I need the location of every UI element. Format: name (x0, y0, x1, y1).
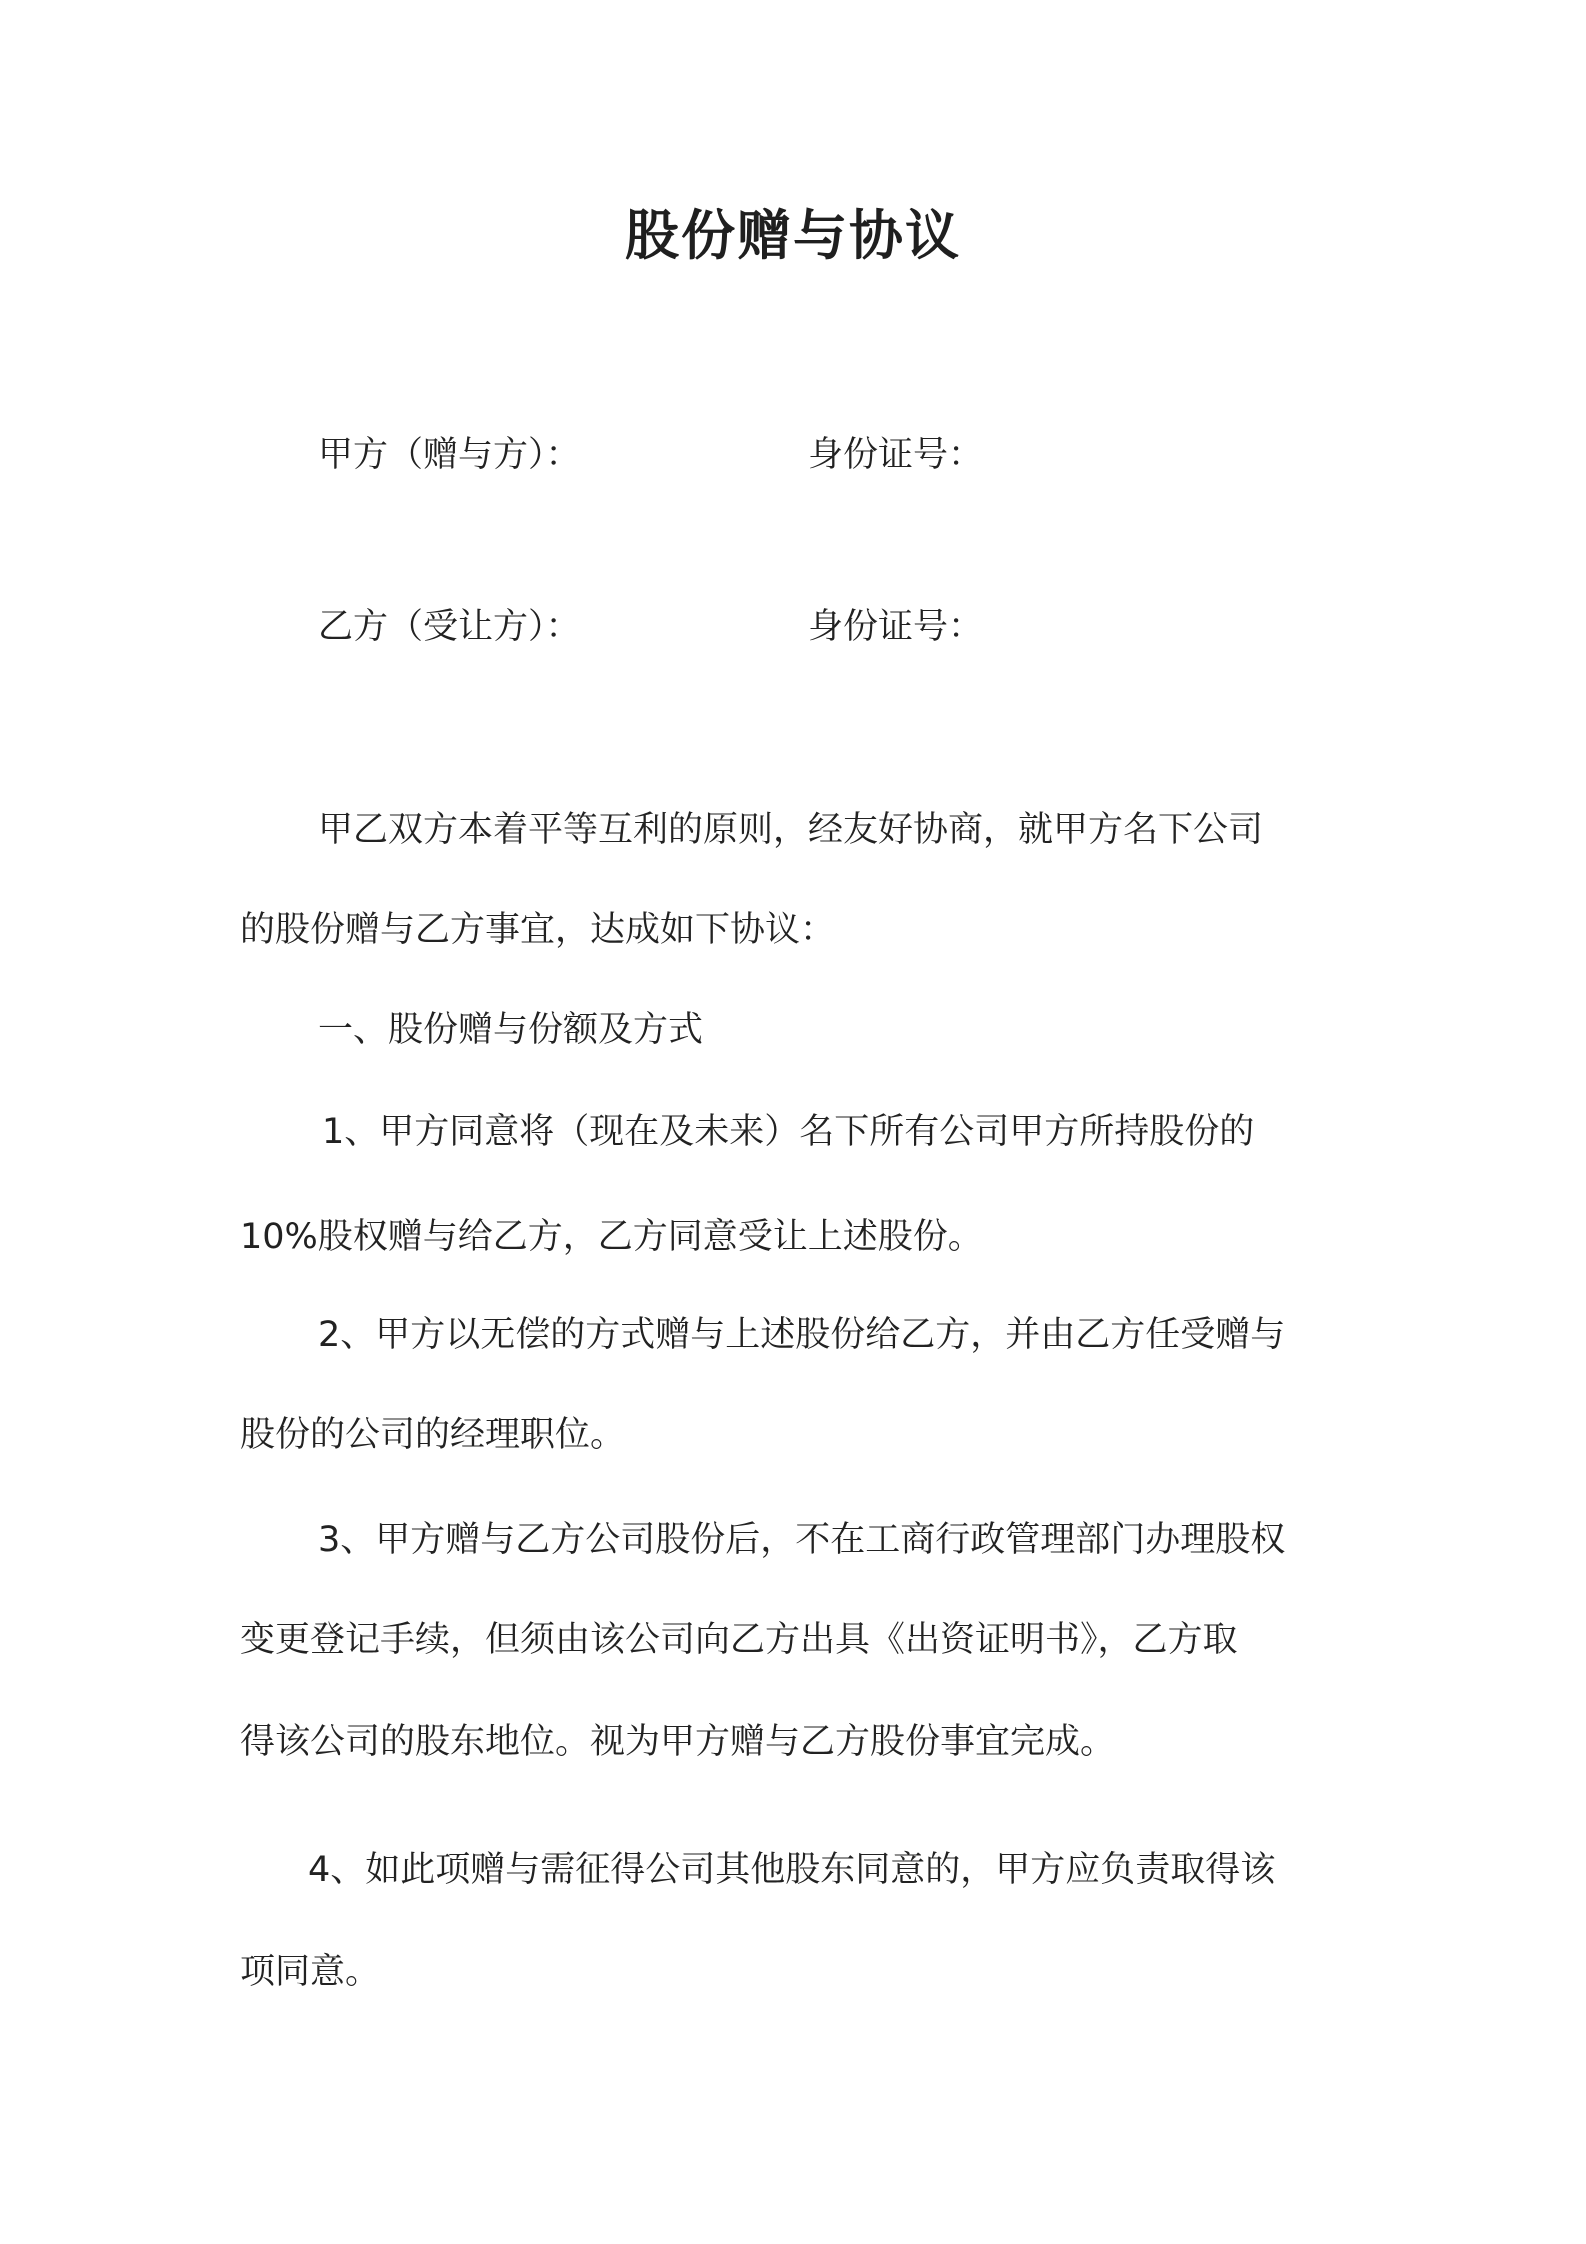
preamble-line-1: 甲乙双方本着平等互利的原则，经友好协商，就甲方名下公司 (318, 810, 1264, 850)
clause-3-line-3: 得该公司的股东地位。视为甲方赠与乙方股份事宜完成。 (240, 1722, 1116, 1762)
clause-4-line-1: 4、如此项赠与需征得公司其他股东同意的，甲方应负责取得该 (308, 1850, 1276, 1890)
section-1-heading: 一、股份赠与份额及方式 (318, 1010, 704, 1050)
clause-1-line-2: 10%股权赠与给乙方，乙方同意受让上述股份。 (240, 1217, 983, 1257)
clause-3-line-1: 3、甲方赠与乙方公司股份后，不在工商行政管理部门办理股权 (318, 1520, 1286, 1560)
party-b-id-label: 身份证号： (808, 607, 984, 647)
party-a-label: 甲方（赠与方）： (318, 435, 581, 475)
clause-1-line-1: 1、甲方同意将（现在及未来）名下所有公司甲方所持股份的 (322, 1112, 1255, 1152)
preamble-line-2: 的股份赠与乙方事宜，达成如下协议： (240, 910, 836, 950)
clause-2-line-1: 2、甲方以无偿的方式赠与上述股份给乙方，并由乙方任受赠与 (318, 1315, 1286, 1355)
clause-2-line-2: 股份的公司的经理职位。 (240, 1415, 626, 1455)
clause-4-line-2: 项同意。 (240, 1952, 381, 1992)
document-title: 股份赠与协议 (625, 204, 961, 267)
clause-3-line-2: 变更登记手续，但须由该公司向乙方出具《出资证明书》，乙方取 (240, 1620, 1238, 1660)
party-a-id-label: 身份证号： (808, 435, 984, 475)
party-b-label: 乙方（受让方）： (318, 607, 581, 647)
